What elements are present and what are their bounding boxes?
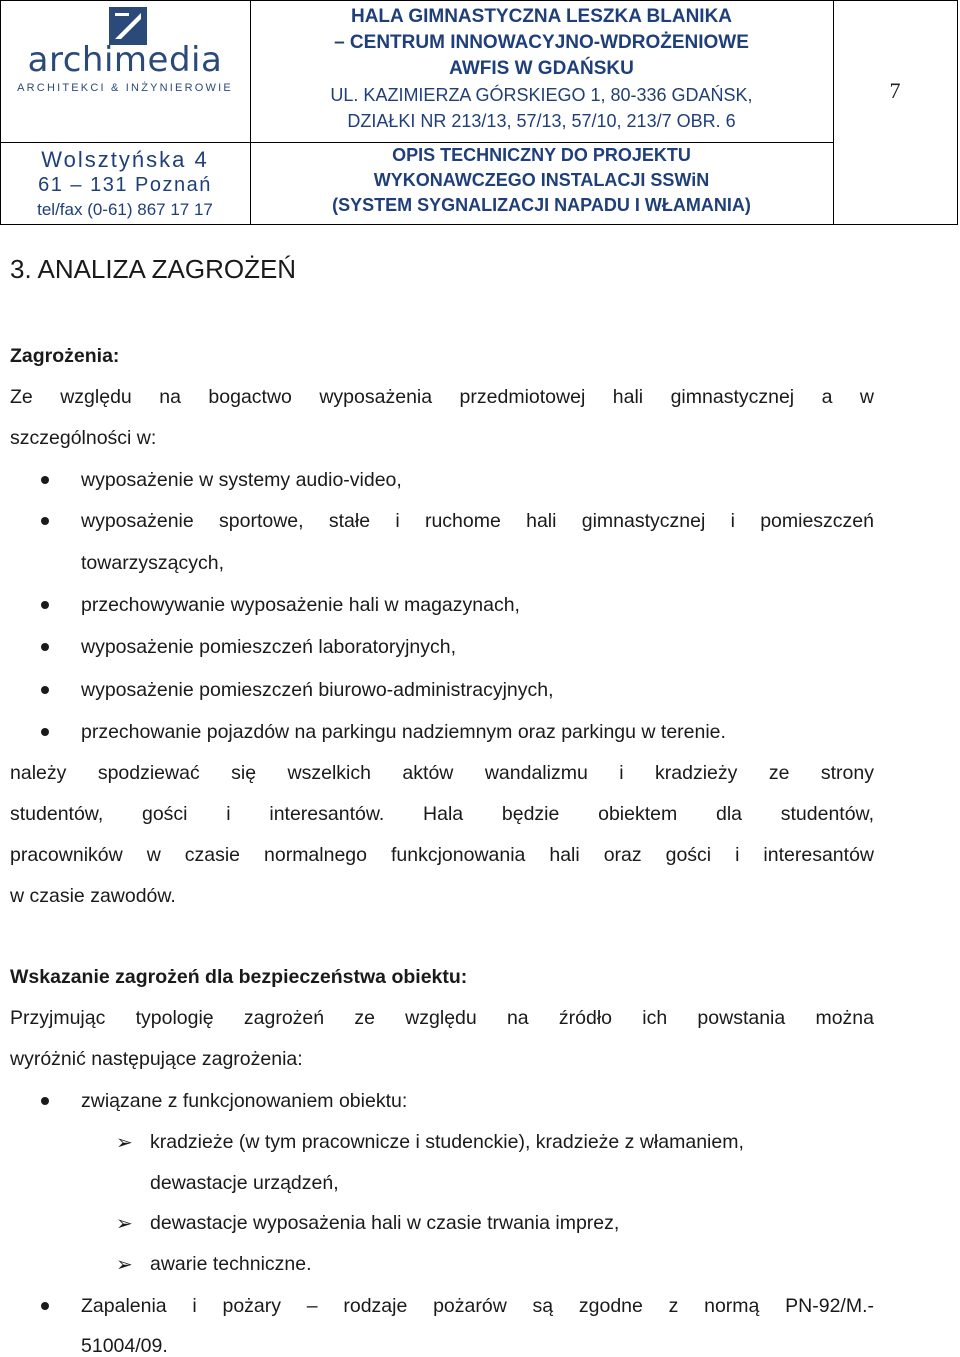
list-item: wyposażenie pomieszczeń laboratoryjnych,	[81, 636, 457, 658]
sub-list-item: awarie techniczne.	[150, 1253, 312, 1275]
document-subtitle-line: OPIS TECHNICZNY DO PROJEKTU	[392, 145, 691, 165]
safety-heading: Wskazanie zagrożeń dla bezpieczeństwa obiektu:	[10, 966, 468, 988]
list-item: przechowanie pojazdów na parkingu nadziemnym oraz parkingu w terenie.	[81, 721, 726, 743]
address-street: Wolsztyńska 4	[41, 147, 209, 172]
section-title: 3. ANALIZA ZAGROŻEŃ	[10, 254, 297, 284]
bullet-icon	[41, 601, 49, 609]
list-item: wyposażenie w systemy audio-video,	[81, 469, 402, 491]
project-plot-line: DZIAŁKI NR 213/13, 57/13, 57/10, 213/7 OBR. 6	[347, 111, 736, 131]
document-subtitle-line: (SYSTEM SYGNALIZACJI NAPADU I WŁAMANIA)	[332, 195, 751, 215]
list-item-continuation: towarzyszących,	[81, 552, 225, 574]
logo-tagline: ARCHITEKCI & INŻYNIEROWIE	[17, 82, 233, 94]
sub-list-item: dewastacje wyposażenia hali w czasie trwania imprez,	[150, 1212, 620, 1234]
list-item: związane z funkcjonowaniem obiektu:	[81, 1090, 408, 1112]
bullet-icon	[41, 1097, 49, 1105]
list-item: Zapalenia i pożary – rodzaje pożarów są zgodne z normą PN-92/M.-	[81, 1295, 874, 1317]
address-city: 61 – 131 Poznań	[38, 174, 212, 196]
sub-list-item-continuation: dewastacje urządzeń,	[150, 1172, 339, 1194]
page-number-cell	[834, 1, 958, 225]
logo-wordmark: archimedia	[27, 40, 223, 80]
page-number: 7	[889, 78, 901, 103]
address-phone: tel/fax (0-61) 867 17 17	[37, 200, 213, 219]
list-item: wyposażenie sportowe, stałe i ruchome hali gimnastycznej i pomieszczeń	[81, 510, 874, 532]
bullet-icon	[41, 1302, 49, 1310]
arrow-bullet-icon: ➢	[116, 1252, 133, 1276]
bullet-icon	[41, 728, 49, 736]
intro-line: Ze względu na bogactwo wyposażenia przedmiotowej hali gimnastycznej a w	[10, 386, 874, 408]
bullet-icon	[41, 476, 49, 484]
list-item: przechowywanie wyposażenie hali w magazynach,	[81, 594, 520, 616]
safety-intro-line: wyróżnić następujące zagrożenia:	[10, 1048, 303, 1070]
bullet-icon	[41, 643, 49, 651]
paragraph-line: w czasie zawodów.	[10, 885, 176, 907]
bullet-icon	[41, 686, 49, 694]
bullet-icon	[41, 517, 49, 525]
arrow-bullet-icon: ➢	[116, 1130, 133, 1154]
sub-list-item: kradzieże (w tym pracownicze i studenckie), kradzieże z włamaniem,	[150, 1131, 744, 1153]
project-title-line: AWFIS W GDAŃSKU	[449, 58, 634, 79]
arrow-bullet-icon: ➢	[116, 1211, 133, 1235]
threats-heading: Zagrożenia:	[10, 345, 120, 367]
list-item: wyposażenie pomieszczeń biurowo-administracyjnych,	[81, 679, 554, 701]
safety-intro-line: Przyjmując typologię zagrożeń ze względu na źródło ich powstania można	[10, 1007, 874, 1029]
document-subtitle-line: WYKONAWCZEGO INSTALACJI SSWiN	[373, 170, 710, 190]
paragraph-line: pracowników w czasie normalnego funkcjonowania hali oraz gości i interesantów	[10, 844, 874, 866]
list-item-continuation: 51004/09.	[81, 1335, 168, 1357]
project-title-line: HALA GIMNASTYCZNA LESZKA BLANIKA	[350, 6, 733, 27]
project-address-line: UL. KAZIMIERZA GÓRSKIEGO 1, 80-336 GDAŃSK,	[330, 85, 753, 105]
project-title-line: – CENTRUM INNOWACYJNO-WDROŻENIOWE	[334, 32, 749, 53]
intro-line: szczególności w:	[10, 427, 157, 449]
paragraph-line: studentów, gości i interesantów. Hala będzie obiektem dla studentów,	[10, 803, 874, 825]
paragraph-line: należy spodziewać się wszelkich aktów wandalizmu i kradzieży ze strony	[10, 762, 874, 784]
